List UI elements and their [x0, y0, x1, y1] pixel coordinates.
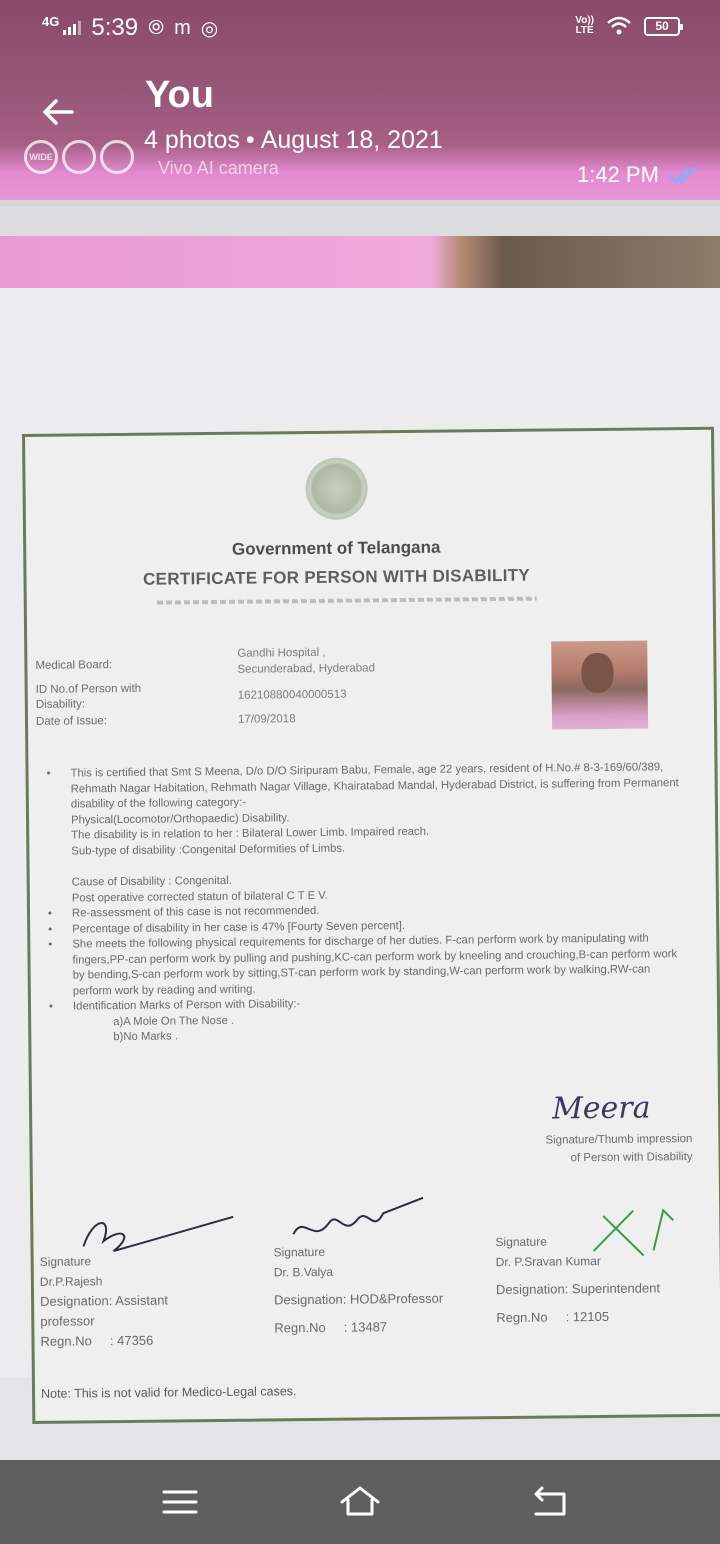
chrome-icon: ◎ — [200, 17, 219, 40]
lens-circle-icon — [62, 140, 96, 174]
body-relation: The disability is in relation to her : Bilateral Lower Limb. Impaired reach. — [71, 825, 430, 842]
body-id-marks: • Identification Marks of Person with Disability:- — [43, 993, 683, 1015]
body-paragraph-1: • This is certified that Smt S Meena, D/o D/O Siripuram Babu, Female, age 22 years, resident of H.No.# 8-3-169/60/389, Rehmath Nagar Habitation, Rehmath Nagar Village, Khairatabad Mandal, Hyderabad District, is suffering from Permanent disability of the following category:- — [40, 760, 680, 813]
body-post-op: Post operative corrected statun of bilateral C T E V. — [71, 889, 328, 905]
signatory-3-regn — [496, 1306, 660, 1328]
signatory-2 — [273, 1241, 443, 1339]
id-label-1: ID No.of Person with — [35, 682, 142, 696]
medical-board-value-2: Secunderabad, Hyderabad — [237, 662, 376, 676]
body-mark-b: b)No Marks . — [113, 1030, 179, 1044]
photo-top-strip — [0, 236, 720, 294]
date-label: Date of Issue: — [35, 715, 108, 728]
body-mark-a: a)A Mole On The Nose . — [113, 1014, 235, 1028]
signal-icon — [63, 21, 81, 35]
thumb-line-1: Signature/Thumb impression — [545, 1133, 693, 1147]
volte-icon — [575, 16, 594, 36]
signatory-1-sig-label: Signature — [39, 1254, 92, 1269]
messenger-icon: m — [174, 16, 191, 39]
body-cause: Cause of Disability : Congenital. — [71, 874, 232, 889]
body-category: Physical(Locomotor/Orthopaedic) Disability. — [70, 811, 290, 827]
telangana-emblem-icon — [305, 457, 368, 520]
wifi-icon — [606, 16, 632, 36]
photo-view[interactable] — [0, 236, 720, 1460]
signatory-1-regn — [40, 1331, 168, 1352]
battery-icon: 50 — [644, 17, 680, 36]
header-title[interactable]: You — [145, 74, 214, 116]
body-reassess: • Re-assessment of this case is not recommended. — [42, 900, 682, 922]
status-bar — [0, 0, 720, 60]
home-icon[interactable] — [338, 1480, 382, 1524]
medical-board-label: Medical Board: — [35, 659, 113, 672]
signatory-3 — [495, 1230, 660, 1328]
date-value: 17/09/2018 — [237, 713, 296, 726]
signatory-1 — [40, 1251, 169, 1352]
medical-board-value-1: Gandhi Hospital , — [237, 646, 326, 660]
person-signature: Meera — [551, 1090, 651, 1127]
certificate-body — [40, 760, 683, 1046]
signatory-2-sig-label: Signature — [273, 1244, 326, 1260]
notification-icon: ⦾ — [148, 16, 165, 39]
header-subtitle — [144, 126, 443, 155]
header-date: August 18, 2021 — [260, 126, 443, 154]
signatory-3-name: Dr. P.Sravan Kumar — [495, 1253, 601, 1270]
certificate-frame — [22, 427, 720, 1424]
body-subtype: Sub-type of disability :Congenital Deformities of Limbs. — [71, 842, 346, 858]
signatory-2-regn — [274, 1317, 443, 1339]
id-value: 16210880040000513 — [237, 688, 347, 702]
id-label-2: Disability: — [35, 698, 86, 711]
signatory-3-regn-label: Regn.No — [496, 1309, 548, 1326]
certificate-paper — [0, 288, 720, 1401]
read-ticks-icon — [668, 164, 698, 186]
camera-lens-watermark — [24, 140, 134, 174]
return-icon[interactable] — [528, 1480, 572, 1524]
thumb-line-2: of Person with Disability — [570, 1151, 693, 1165]
signatory-3-sig-label: Signature — [495, 1234, 547, 1250]
signatory-3-regn-value: : 12105 — [565, 1308, 610, 1325]
signatory-1-regn-value: : 47356 — [109, 1332, 154, 1349]
signatory-2-designation: Designation: HOD&Professor — [274, 1290, 444, 1308]
menu-icon[interactable] — [158, 1480, 202, 1524]
certificate-title: CERTIFICATE FOR PERSON WITH DISABILITY — [142, 565, 531, 589]
person-photo — [551, 640, 648, 729]
signatory-2-name: Dr. B.Valya — [273, 1264, 334, 1280]
certificate-note: Note: This is not valid for Medico-Legal cases. — [40, 1384, 297, 1401]
signatory-1-designation-2: professor — [40, 1313, 95, 1329]
back-arrow-icon[interactable] — [38, 92, 78, 132]
signatory-1-name: Dr.P.Rajesh — [39, 1274, 103, 1289]
signatory-1-designation: Designation: Assistant — [40, 1292, 169, 1309]
volte-top: Vo)) — [575, 15, 594, 26]
status-time: 5:39 — [91, 14, 139, 41]
lens-circle-icon — [100, 140, 134, 174]
certificate-authority: Government of Telangana — [231, 537, 441, 559]
signatory-2-regn-label: Regn.No — [274, 1319, 326, 1336]
wide-lens-icon: WIDE — [24, 140, 58, 174]
camera-watermark: Vivo AI camera — [158, 158, 279, 178]
volte-bottom: LTE — [575, 25, 594, 36]
signatory-3-designation: Designation: Superintendent — [495, 1280, 661, 1298]
fine-print-line — [157, 597, 537, 605]
thumb-impression-caption — [492, 1130, 692, 1168]
network-type: 4G — [42, 14, 60, 29]
message-time: 1:42 PM — [577, 162, 659, 187]
separator: • — [245, 126, 255, 154]
body-requirements: • She meets the following physical requirements for discharge of her duties. F-can perform work by manipulating with fingers,PP-can perform work by pulling and pushing,KC-can perform work by kneeling and crouching,B-can perform work by bending,S-can perform work by sitting,ST-can perform work by standing,W-can perform work by walking,RW-can perform work by reading and writing. — [42, 931, 683, 1000]
signatory-1-regn-label: Regn.No — [40, 1333, 92, 1349]
navigation-bar — [0, 1460, 720, 1544]
signatory-2-regn-value: : 13487 — [343, 1319, 388, 1335]
body-percentage: • Percentage of disability in her case is 47% [Fourty Seven percent]. — [42, 916, 682, 938]
photo-count: 4 photos — [144, 126, 240, 154]
